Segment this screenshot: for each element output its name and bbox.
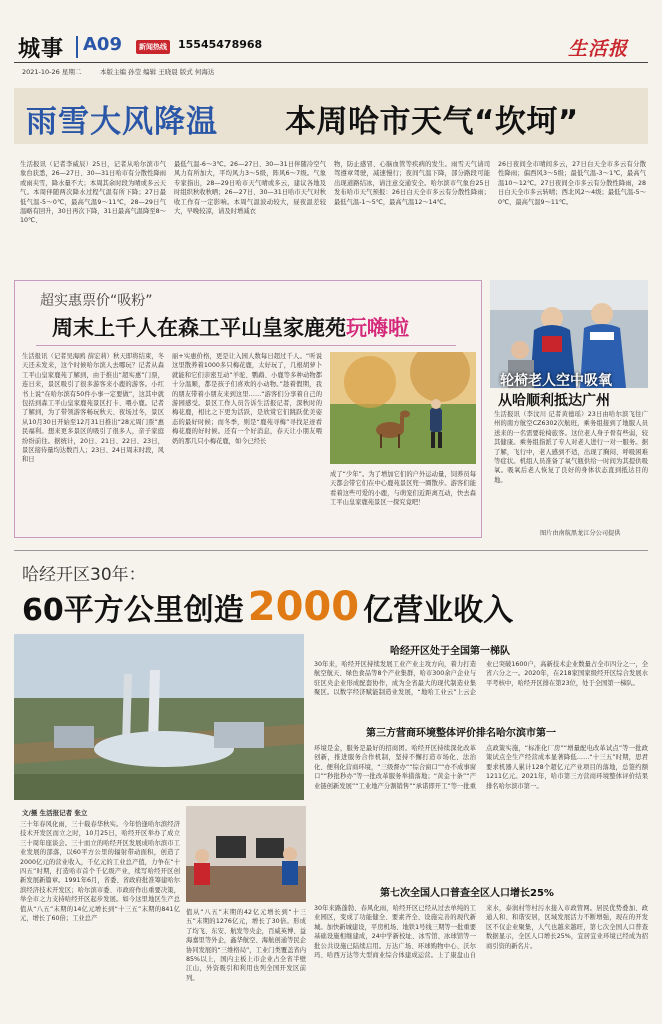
deer-photo-illustration <box>330 352 476 464</box>
deer-headline-main: 周末上千人在森工平山皇家鹿苑 <box>52 316 346 340</box>
lead-headline-right: 本周哈市天气“坎坷” <box>285 104 579 140</box>
deer-body-left: 生活报讯（记者吴海鸥 薛宏莉）秋天即将结束，冬天还未发来，这个时候哈尔滨人去哪玩？记者从森工平山皇家鹿苑了解到，由于推出“超实惠”门票，连日来，景区吸引了很多游客来小鹿的游客。小红书上说“在哈尔滨有50件小事一定要做”，这其中就包括到森工平山皇家鹿苑景区打卡、喂小鹿。记者了解到，为了带领游客畅玩秋天、夜场过冬，景区从10月30日开始至12月31日推出“28元周门票”惠民福利。想来更多景区的吸引了很多人，亲子家庭纷纷前往。据统计，20日、21日、22日、23日，景区接待量均达数百人；23日、24日周末时段，风和日 <box>22 353 164 464</box>
lab-photo <box>186 806 306 902</box>
lead-headline-left: 雨雪大风降温 <box>26 104 218 140</box>
section3-title: 第七次全国人口普查全区人口增长25% <box>380 888 554 899</box>
editors-line: 本版主编 孙莹 编辑 王晓晨 版式 何海达 <box>100 68 215 76</box>
wheelchair-body: 生活报讯（李汶川 记者黄德瑶）23日由哈尔滨飞往广州的南方航空CZ6302次航班，乘务组接到了地服人员送来的一名需要轮椅旅客。这位老人身子骨有些弱，较其健康。乘务组指派了专人对老人进行一对一服务。据了解，飞行中，老人感到不适，出现了胸闷、呼吸困难等症状。机组人员准备了氧气瓶供给一时间为其提供吸氧。吸氧后老人恢复了良好的身体状态直到抵达目的地。 <box>494 411 648 484</box>
industrial-photo-illustration <box>14 634 304 800</box>
lab-photo-illustration <box>186 806 306 902</box>
feature-headline-part2: 亿营业收入 <box>363 593 514 628</box>
hotline-badge: 新闻热线 <box>136 40 170 54</box>
deer-headline <box>52 312 409 342</box>
date-line: 2021-10-26 星期二 <box>22 68 82 76</box>
feature-body-left: 三十年春风化雨，三十载春华秋实。今年恰逢哈尔滨经济技术开发区而立之时，10月25日，哈经开区举办了成立三十周年座谈会。三十而立的哈经开区发展成哈尔滨市工业发展的部落，以60平方公里的辐射带动面积，创造了2000亿元的营业收入，千亿元的工业总产值，力争在“十四五”时期，打造哈市首个千亿级产业，续写哈经开区创新发展新篇章。1991年6月，省委、省政府批准筹建哈尔滨经济技术开发区；哈尔滨市委、市政府作出重要决策，举全市之力支持哈经开区起步发展。如今这里地区生产总值从“八五”末期的14亿元增长到“十三五”末期的841亿元，增长了60倍；工业总产 <box>20 821 180 923</box>
wheelchair-photo-credit: 图片由南航黑龙江分公司提供 <box>540 530 621 537</box>
industrial-park-photo <box>14 634 304 800</box>
page-number: A09 <box>83 34 122 55</box>
lead-column-1: 生活报讯（记者李威辰）25日，记者从哈尔滨市气象台获悉，26—27日、30—31日哈市有分散性降雨或雨夹雪，降水量不大；本周其余时段为晴或多云天气。本周伴随两次降水过程气温有所下降；27日最低气温-5～0℃，最高气温9～11℃，28—29日气温略有回升，30日再次下降，31日最高气温降至8～10℃、 <box>20 161 166 225</box>
wheelchair-headline-2: 从哈顺利抵达广州 <box>498 393 610 409</box>
deer-headline-accent: 玩嗨啦 <box>346 316 409 340</box>
deer-park-photo <box>330 352 476 464</box>
feature-body-mid: 值从“八五”末期的42亿元增长到“十三五”末期的1276亿元，增长了30倍。形成了均飞、东安、航发等央企，百威英博、益海嘉里等外企，鑫华航空、海航创通等民企协同发展的“三维格局”，工业门类覆盖省内85%以上，国内主板上市企业占全省半壁江山，外资吸引和利用也列全国开发区前列。 <box>186 909 306 982</box>
feature-headline <box>22 584 513 630</box>
deer-kicker-rule <box>36 345 456 346</box>
lead-column-2: 最低气温-6～3℃。26—27日、30—31日伴随冷空气风力有所加大，平均风力3～5级，阵风6～7级。气象专家指出，28—29日哈市天气晴或多云，建议各地及时组织秋收秋晒；26—27日、30—31日哈市天气对秋收工作有一定影响。本周气温波动较大，昼夜温差较大，早晚较凉，请及时增减衣 <box>174 161 326 216</box>
hotline-number: 15545478968 <box>178 38 263 51</box>
feature-top-rule <box>14 550 648 551</box>
section3-body: 30年来路蓬勃、春风化雨，哈经开区已经从过去单纯的工业园区，变成了功能健全、要素齐全、设施完善的现代新城。加快新城建设，平房机场、地铁1号线三期等一批重要基础设施相继建成，24中学新校址、冰雪馆、冰球馆等一批公共设施已陆续启用。万达广场、环球购物中心、沃尔玛、哈西万达等大型商业综合体建成运营。上了康盘山自来水，泰润村等村污水接入市政管网。居民优势叠加、政通人和、和谐安居，区域发展活力不断增强，现在的开发区不仅企业聚集，人气也越来越旺，第七次全国人口普查数据显示，全区人口增长25%，宜居宜业环境已经成为招商引资的新名片。 <box>314 905 648 960</box>
feature-kicker: 哈经开区30年： <box>22 565 146 585</box>
newspaper-brand: 生活报 <box>568 38 629 60</box>
feature-byline: 文/摄 生活报记者 张立 <box>22 809 88 817</box>
section-title: 城事 <box>18 37 65 62</box>
deer-body-mid: 丽+实惠价格，更是让入园人数每日超过千人。“听说这里散养着1000多只梅花鹿，太好玩了，几根胡萝卜就能和它们亲密互动”羊驼、鹦鹉、小鹿等多种动物都十分温顺，都是孩子们喜欢的小动物。”趁着假期，我的朋友带着小朋友来到这里……“游客们分享着自己的游园感受。景区工作人员告诉生活报记者，深秋时的梅花鹿，相比之下更为活跃，是欣赏它们跳跃优美姿态的最好时候；而冬季，则是“鹿苑寻梅”寻找足迹看梅花鹿的好时候。还有一个好消息，春天让小朋友喂奶的那几只小梅花鹿，如今已经长 <box>172 353 322 445</box>
wheelchair-headline-1: 轮椅老人空中吸氧 <box>500 373 612 389</box>
section1-title: 哈经开区处于全国第一梯队 <box>390 646 510 657</box>
section2-title: 第三方营商环境整体评价排名哈尔滨市第一 <box>366 728 556 739</box>
section-divider <box>76 36 78 58</box>
deer-kicker: 超实惠票价“吸粉” <box>40 293 153 309</box>
feature-headline-number: 2000 <box>247 584 360 630</box>
deer-body-bottom: 成了“少年”。为了增加它们的户外运动量，饲养员每天都会带它们在中心鹿苑景区兜一圈散步。游客们能看着这些可爱的小鹿，与萌宠们近距离互动，快去森工平山皇家鹿苑景区一探究竟吧！ <box>330 471 476 507</box>
lead-column-3: 物，防止感冒、心脑血管等疾病的发生。雨雪天气请司驾遵章驾驶，减速慢行；夜间气温下降，部分路段可能出现道路结冰，请注意交通安全。哈尔滨市气象台25日发布哈市天气预报：26日白天全市多云有分散性降雨；最低气温-1～5℃，最高气温12～14℃。 <box>334 161 490 206</box>
section2-body: 环境是金，服务是最好的招商团。哈经开区持续深化改革创新，推进服务合作机制，坚持不懈打造市场化、法治化、便利化营商环境，“三级督办”“综合窗口”“办不成事窗口”“秒批秒办”等一批改革服务举措落地；“黄金十条”“产业链创新发展”“工业地产分割销售”“承诺即开工”等一批重点政策实施，“标准化厂房”“增量配电改革试点”等一批政策试点全生产经营成本显著降低……“十三五”时期，思君要求机器人累计128个超亿元产业项目的落地，总签约额1211亿元。2021年，哈市第三方营商环境整体评价结果排名哈尔滨市第一。 <box>314 745 648 790</box>
lead-column-4: 26日夜间全市晴间多云，27日白天全市多云有分散性降雨；偏西风3～5级；最低气温-3～1℃，最高气温10～12℃。27日夜间全市多云有分散性降雨，28日白天全市多云转晴；西北风2～4级；最低气温-5～0℃，最高气温9～11℃。 <box>498 161 646 206</box>
masthead <box>0 0 662 84</box>
masthead-rule <box>14 62 648 63</box>
section1-body: 30年来，哈经开区持续发展工业产业主攻方向，着力打造航空航天、绿色食品等8个产业集群，哈市300余户企业与驻区央企业形成配套协作，成为全省最大的现代制造业集聚区。以数字经济赋能制造业发展，“地哈工业云”上云企业已突破1600户，高新技术企业数量占全市四分之一，全省六分之一。2020年，在218家国家级经开区综合发展水平考核中，哈经开区排在第23位，处于全国第一梯队。 <box>314 661 648 697</box>
feature-headline-part1: 60平方公里创造 <box>22 593 244 628</box>
